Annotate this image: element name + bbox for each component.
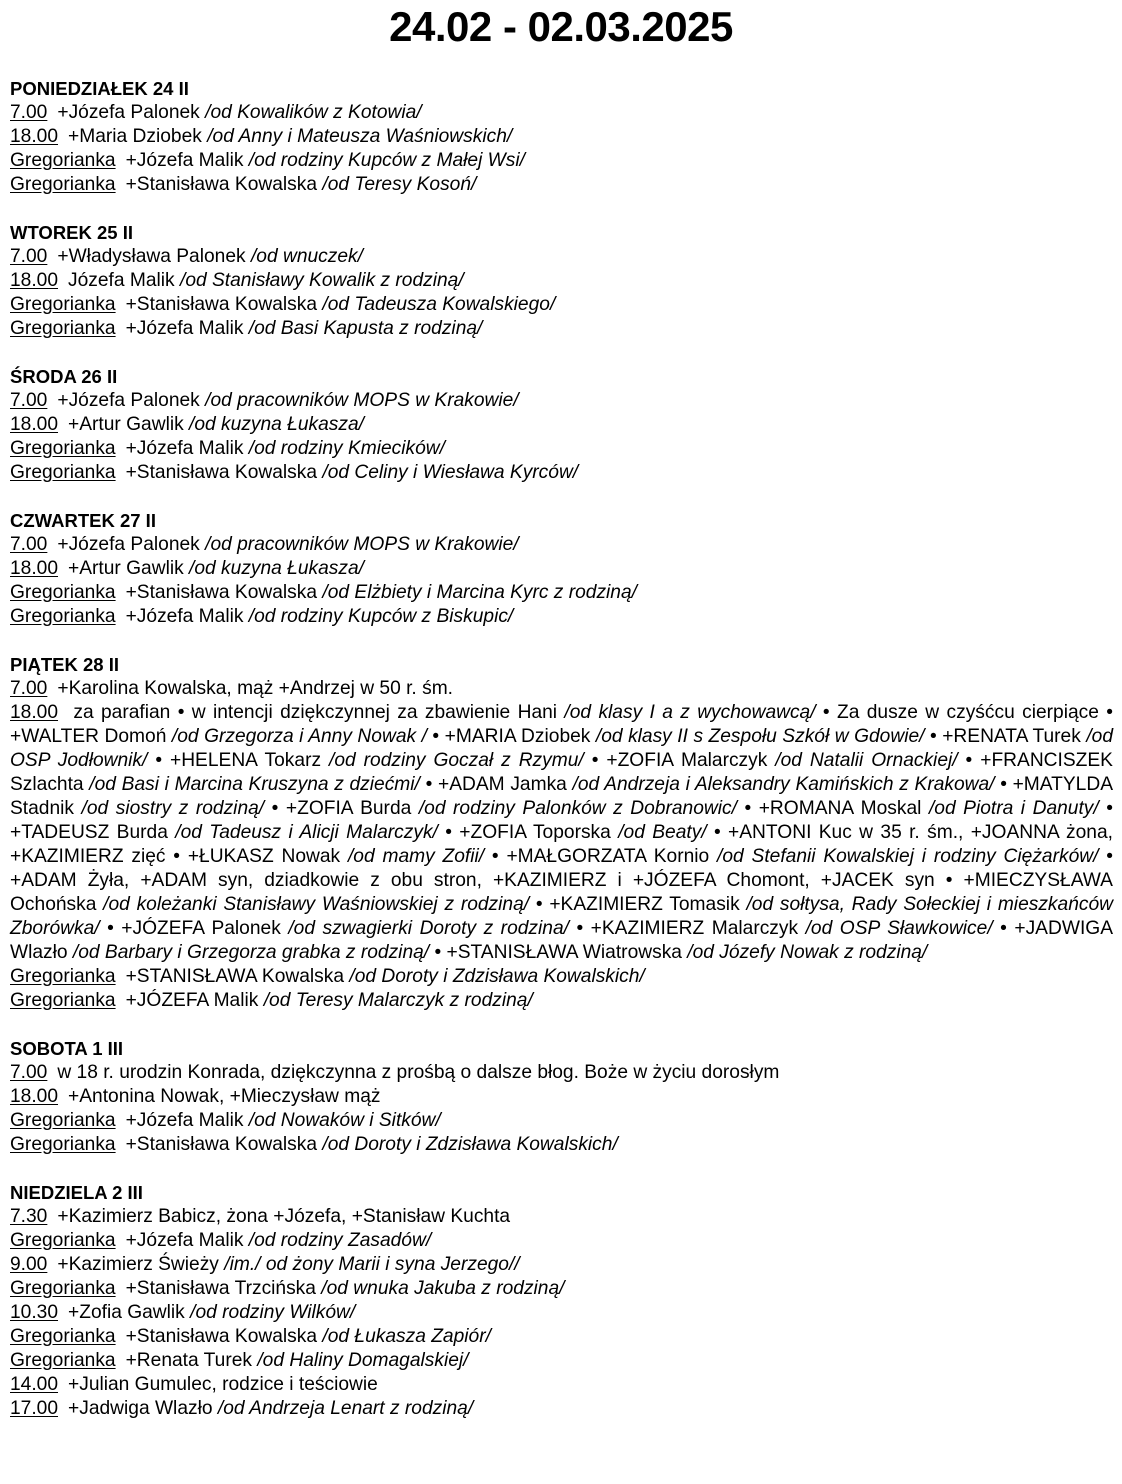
day-section (10, 77, 1113, 197)
mass-intention: +Józefa Malik (125, 1230, 244, 1251)
intention-note: /od Beaty/ (618, 822, 707, 843)
mass-entry (10, 1397, 1113, 1421)
day-section (10, 1037, 1113, 1157)
intention-note: /od szwagierki Doroty z rodzina/ (288, 918, 569, 939)
intention-text: • +TADEUSZ Burda (10, 798, 1113, 843)
intention-note: /od Stanisławy Kowalik z rodziną/ (180, 270, 464, 291)
intention-text: • +HELENA Tokarz (147, 750, 330, 771)
intention-text: • +ANTONI Kuc w 35 r. śm., +JOANNA żona, +KAZIMIERZ zięć • +ŁUKASZ Nowak (10, 822, 1113, 867)
mass-time: 9.00 (10, 1254, 48, 1275)
gregorianka-label: Gregorianka (10, 582, 116, 603)
mass-entry (10, 1061, 1113, 1085)
day-section (10, 1181, 1113, 1421)
mass-intention: +Kazimierz Świeży (57, 1254, 219, 1275)
mass-entry (10, 1277, 1113, 1301)
intention-note: /od klasy II s Zespołu Szkół w Gdowie/ (595, 726, 925, 747)
gregorianka-label: Gregorianka (10, 1230, 116, 1251)
intention-note: /od rodziny Zasadów/ (248, 1230, 432, 1251)
intention-note: /od pracowników MOPS w Krakowie/ (205, 390, 519, 411)
intention-note: /od kuzyna Łukasza/ (189, 414, 364, 435)
mass-entry (10, 389, 1113, 413)
mass-entry (10, 1085, 1113, 1109)
gregorianka-label: Gregorianka (10, 150, 116, 171)
intention-note: /od Andrzeja i Aleksandry Kamińskich z Krakowa/ (572, 774, 995, 795)
mass-time: 10.30 (10, 1302, 59, 1323)
gregorianka-label: Gregorianka (10, 1278, 116, 1299)
mass-intention: +Stanisława Kowalska (125, 462, 318, 483)
intention-text: • +ZOFIA Malarczyk (583, 750, 776, 771)
intention-text: • +STANISŁAWA Wiatrowska (429, 942, 688, 963)
intention-note: /od Łukasza Zapiór/ (322, 1326, 491, 1347)
intention-text: • +JADWIGA Wlazło (10, 918, 1114, 963)
gregorianka-label: Gregorianka (10, 1134, 116, 1155)
mass-intention: w 18 r. urodzin Konrada, dziękczynna z prośbą o dalsze błog. Boże w życiu dorosłym (57, 1062, 780, 1083)
mass-intention: +Stanisława Kowalska (125, 1326, 318, 1347)
intention-text: • +KAZIMIERZ Malarczyk (568, 918, 806, 939)
mass-intention: +Stanisława Kowalska (125, 294, 318, 315)
mass-time: 7.00 (10, 390, 48, 411)
intention-note: /od rodziny Kupców z Biskupic/ (248, 606, 514, 627)
intention-text: za parafian • w intencji dziękczynnej za zbawienie Hani (73, 702, 565, 723)
mass-time: 18.00 (10, 414, 59, 435)
days-before (10, 77, 1113, 629)
gregorianka-label: Gregorianka (10, 990, 116, 1011)
intention-note: /od klasy I a z wychowawcą/ (564, 702, 816, 723)
mass-intention: +Józefa Palonek (57, 534, 200, 555)
day-heading: ŚRODA 26 II (10, 366, 118, 387)
intention-text: • +ZOFIA Burda (264, 798, 419, 819)
intention-note: /od mamy Zofii/ (347, 846, 485, 867)
intention-note: /od Piotra i Danuty/ (928, 798, 1099, 819)
intention-note: /od Natalii Ornackiej/ (775, 750, 958, 771)
days-after (10, 1037, 1113, 1421)
mass-entry (10, 293, 1113, 317)
gregorianka-label: Gregorianka (10, 174, 116, 195)
mass-intention: +Józefa Malik (125, 318, 244, 339)
intention-note: /od Tadeusza Kowalskiego/ (322, 294, 556, 315)
mass-entry (10, 605, 1113, 629)
day-heading: PIĄTEK 28 II (10, 654, 119, 675)
mass-intention: +Władysława Palonek (57, 246, 246, 267)
mass-time: 17.00 (10, 1398, 59, 1419)
intention-note: /od sołtysa, Rady Sołeckiej i mieszkańców Zborówka/ (10, 894, 1113, 939)
intention-text: • +FRANCISZEK Szlachta (10, 750, 1113, 795)
intention-note: /od Anny i Mateusza Waśniowskich/ (207, 126, 513, 147)
mass-entry (10, 413, 1113, 437)
mass-intention: +Artur Gawlik (68, 558, 184, 579)
mass-schedule (10, 77, 1113, 1445)
intention-note: /od Józefy Nowak z rodziną/ (687, 942, 928, 963)
mass-entry (10, 269, 1113, 293)
intention-note: /od wnuka Jakuba z rodziną/ (321, 1278, 565, 1299)
intention-note: /od siostry z rodziną/ (81, 798, 265, 819)
mass-intention: +Józefa Malik (125, 1110, 244, 1131)
intention-note: /od Barbary i Grzegorza grabka z rodziną/ (72, 942, 430, 963)
intention-text: • Za dusze w czyśćcu cierpiące • +WALTER Domoń (10, 702, 1113, 747)
intention-note: /od OSP Jodłownik/ (10, 726, 1114, 771)
intention-text: • +JÓZEFA Palonek (99, 918, 289, 939)
mass-intention: +Stanisława Trzcińska (125, 1278, 316, 1299)
mass-entry (10, 581, 1113, 605)
mass-entry (10, 1301, 1113, 1325)
intention-text: • +RENATA Turek (924, 726, 1087, 747)
mass-time: 7.00 (10, 534, 48, 555)
mass-entry (10, 1349, 1113, 1373)
mass-entry (10, 437, 1113, 461)
mass-intention: +Józefa Malik (125, 150, 244, 171)
mass-time: 18.00 (10, 1086, 59, 1107)
mass-entry (10, 173, 1113, 197)
intention-text: • +MARIA Dziobek (426, 726, 596, 747)
intention-note: /od rodziny Kmiecików/ (248, 438, 445, 459)
day-heading: WTOREK 25 II (10, 222, 134, 243)
intention-note: /od Stefanii Kowalskiej i rodziny Ciężarków/ (717, 846, 1099, 867)
mass-intention: +JÓZEFA Malik (125, 990, 259, 1011)
intention-text: • +ROMANA Moskal (736, 798, 929, 819)
mass-entry (10, 461, 1113, 485)
mass-intention: +STANISŁAWA Kowalska (125, 966, 345, 987)
gregorianka-label: Gregorianka (10, 438, 116, 459)
mass-entry (10, 245, 1113, 269)
intention-note: /od rodziny Goczał z Rzymu/ (329, 750, 584, 771)
day-section (10, 509, 1113, 629)
mass-entry (10, 557, 1113, 581)
page-title: 24.02 - 02.03.2025 (389, 3, 733, 50)
intention-text: • +MATYLDA Stadnik (10, 774, 1114, 819)
mass-intention: +Karolina Kowalska, mąż +Andrzej w 50 r. śm. (57, 678, 454, 699)
mass-intention: +Zofia Gawlik (68, 1302, 185, 1323)
mass-intention: +Stanisława Kowalska (125, 582, 318, 603)
gregorianka-label: Gregorianka (10, 1326, 116, 1347)
friday-gregorianka-entries (10, 965, 1113, 1013)
intention-note: /od kuzyna Łukasza/ (189, 558, 364, 579)
intention-note: /od Grzegorza i Anny Nowak / (171, 726, 427, 747)
mass-entry (10, 965, 1113, 989)
mass-entry (10, 101, 1113, 125)
intention-note: /od Doroty i Zdzisława Kowalskich/ (322, 1134, 618, 1155)
day-heading: CZWARTEK 27 II (10, 510, 156, 531)
intention-text: • +ADAM Żyła, +ADAM syn, dziadkowie z obu stron, +KAZIMIERZ i +JÓZEFA Chomont, +JACEK syn • +MIECZYSŁAWA Ochońska (10, 846, 1113, 915)
mass-entry (10, 125, 1113, 149)
intention-note: /od rodziny Wilków/ (190, 1302, 356, 1323)
gregorianka-label: Gregorianka (10, 606, 116, 627)
mass-time: 7.00 (10, 246, 48, 267)
mass-intention: +Jadwiga Wlazło (68, 1398, 213, 1419)
mass-intention: Józefa Malik (68, 270, 175, 291)
intention-note: /od wnuczek/ (250, 246, 363, 267)
mass-time: 7.00 (10, 102, 48, 123)
gregorianka-label: Gregorianka (10, 966, 116, 987)
intention-note: /od Doroty i Zdzisława Kowalskich/ (349, 966, 645, 987)
intention-note: /od Teresy Kosoń/ (322, 174, 477, 195)
day-heading: PONIEDZIAŁEK 24 II (10, 78, 189, 99)
intention-note: /od Teresy Malarczyk z rodziną/ (263, 990, 533, 1011)
intention-note: /od rodziny Kupców z Małej Wsi/ (248, 150, 525, 171)
collective-intentions (10, 701, 1113, 965)
mass-entry (10, 1253, 1113, 1277)
mass-intention: +Józefa Palonek (57, 390, 200, 411)
mass-time: 7.30 (10, 1206, 48, 1227)
mass-entry (10, 1325, 1113, 1349)
mass-entry (10, 149, 1113, 173)
day-section (10, 365, 1113, 485)
intention-note: /od Celiny i Wiesława Kyrców/ (322, 462, 579, 483)
intention-note: /od Elżbiety i Marcina Kyrc z rodziną/ (322, 582, 637, 603)
intention-note: /od Kowalików z Kotowia/ (205, 102, 422, 123)
mass-intention: +Józefa Palonek (57, 102, 200, 123)
intention-note: /od Basi i Marcina Kruszyna z dziećmi/ (89, 774, 420, 795)
mass-time: 7.00 (10, 1062, 48, 1083)
intention-text: • +KAZIMIERZ Tomasik (529, 894, 747, 915)
mass-intention: +Maria Dziobek (68, 126, 202, 147)
mass-intention: +Józefa Malik (125, 438, 244, 459)
intention-note: /od Andrzeja Lenart z rodziną/ (217, 1398, 474, 1419)
intention-note: /od Nowaków i Sitków/ (248, 1110, 441, 1131)
mass-time: 18.00 (10, 558, 59, 579)
mass-entry (10, 1109, 1113, 1133)
mass-time: 14.00 (10, 1374, 59, 1395)
mass-intention: +Kazimierz Babicz, żona +Józefa, +Stanisław Kuchta (57, 1206, 511, 1227)
mass-entry (10, 1229, 1113, 1253)
gregorianka-label: Gregorianka (10, 1350, 116, 1371)
mass-time: 7.00 (10, 678, 48, 699)
mass-entry (10, 1205, 1113, 1229)
mass-entry (10, 533, 1113, 557)
intention-note: /od Tadeusz i Alicji Malarczyk/ (175, 822, 438, 843)
gregorianka-label: Gregorianka (10, 462, 116, 483)
mass-entry (10, 1373, 1113, 1397)
day-section (10, 221, 1113, 341)
mass-entry (10, 989, 1113, 1013)
mass-entry (10, 677, 1113, 701)
mass-time: 18.00 (10, 702, 59, 723)
intention-note: /od Haliny Domagalskiej/ (257, 1350, 469, 1371)
day-heading: NIEDZIELA 2 III (10, 1182, 143, 1203)
intention-note: /od pracowników MOPS w Krakowie/ (205, 534, 519, 555)
mass-intention: +Renata Turek (125, 1350, 252, 1371)
intention-note: /od rodziny Palonków z Dobranowic/ (418, 798, 737, 819)
mass-intention: +Stanisława Kowalska (125, 174, 318, 195)
intention-note: /im./ od żony Marii i syna Jerzego// (224, 1254, 520, 1275)
intention-text: • +MAŁGORZATA Kornio (484, 846, 718, 867)
mass-intention: +Antonina Nowak, +Mieczysław mąż (68, 1086, 381, 1107)
mass-time: 18.00 (10, 126, 59, 147)
day-heading: SOBOTA 1 III (10, 1038, 124, 1059)
intention-text: • +ZOFIA Toporska (437, 822, 619, 843)
gregorianka-label: Gregorianka (10, 294, 116, 315)
intention-note: /od Basi Kapusta z rodziną/ (248, 318, 483, 339)
gregorianka-label: Gregorianka (10, 318, 116, 339)
mass-entry (10, 317, 1113, 341)
mass-intention: +Stanisława Kowalska (125, 1134, 318, 1155)
mass-intention: +Julian Gumulec, rodzice i teściowie (68, 1374, 378, 1395)
mass-time: 18.00 (10, 270, 59, 291)
intention-text: • +ADAM Jamka (419, 774, 573, 795)
intention-note: /od OSP Sławkowice/ (805, 918, 993, 939)
mass-entry (10, 1133, 1113, 1157)
intention-note: /od koleżanki Stanisławy Waśniowskiej z rodziną/ (103, 894, 530, 915)
mass-intention: +Artur Gawlik (68, 414, 184, 435)
gregorianka-label: Gregorianka (10, 1110, 116, 1131)
day-section-friday (10, 653, 1113, 1013)
mass-intention: +Józefa Malik (125, 606, 244, 627)
